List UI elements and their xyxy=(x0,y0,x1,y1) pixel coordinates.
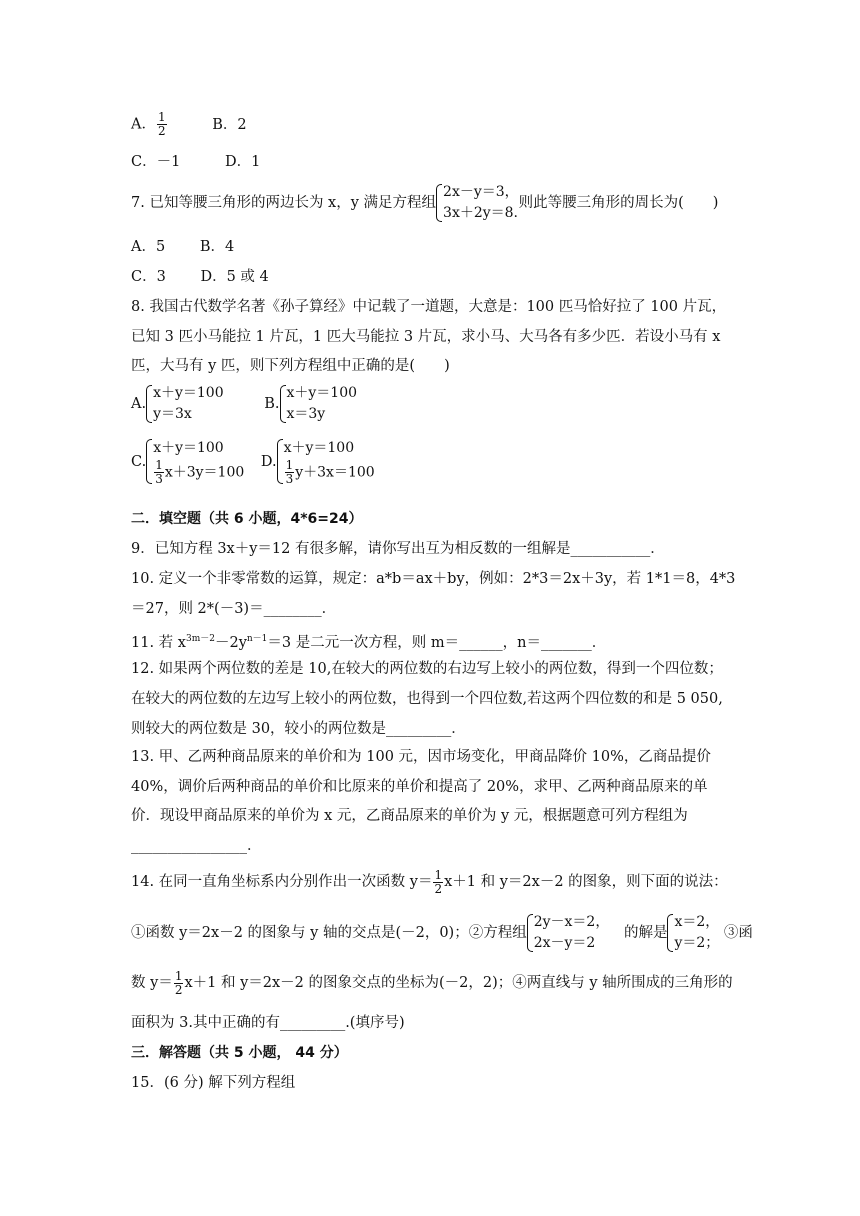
q11-exponent-2: n－1 xyxy=(246,634,268,644)
q7-stem-before: 7. 已知等腰三角形的两边长为 x，y 满足方程组 xyxy=(131,195,437,211)
q13-line-2: 40%，调价后两种商品的单价和比原来的单价和提高了 20%，求甲、乙两种商品原来的单 xyxy=(131,779,708,795)
q6-option-a-label: A． xyxy=(131,116,156,133)
q8-b-eq2: x＝3y xyxy=(286,406,326,422)
q7-equation-system xyxy=(436,182,519,224)
q8-option-d-system xyxy=(277,437,375,486)
q6-options-cd xyxy=(131,152,260,172)
q7-stem-after: 则此等腰三角形的周长为( ) xyxy=(518,195,719,211)
q8-c-fraction xyxy=(154,459,164,486)
q11-post: ＝3 是二元一次方程，则 m＝______，n＝_______． xyxy=(267,635,607,651)
q14-l3-pre: 数 y＝ xyxy=(131,975,173,991)
q8-option-a-system xyxy=(146,383,224,425)
q8-b-eq1: x＋y＝100 xyxy=(286,385,358,401)
q8-d-eq2-row xyxy=(284,459,375,486)
q10-line-1: 10. 定义一个非零常数的运算，规定：a*b＝ax＋by，例如：2*3＝2x＋3y，若 1*1＝8，4*3 xyxy=(131,571,736,587)
q8-options-ab xyxy=(131,383,357,425)
q6-option-c: C．－1 xyxy=(131,154,181,170)
q8-c-eq1: x＋y＝100 xyxy=(153,440,224,456)
q7-option-d: D．5 或 4 xyxy=(200,269,269,285)
q14-l1-fraction xyxy=(433,869,443,896)
q8-option-b-system xyxy=(280,383,358,425)
q14-l1-post: x＋1 和 y＝2x－2 的图象，则下面的说法： xyxy=(444,874,728,890)
fraction-numerator: 1 xyxy=(157,110,166,124)
fraction-numerator: 1 xyxy=(434,867,443,882)
q14-line-2 xyxy=(131,912,753,954)
q11-pre: 11. 若 x xyxy=(131,635,186,651)
q8-line-1: 8. 我国古代数学名著《孙子算经》中记载了一道题，大意是：100 匹马恰好拉了 100 片瓦， xyxy=(131,299,727,315)
q14-line-1 xyxy=(131,867,728,897)
q14-l2-post: ③函 xyxy=(723,925,753,941)
q14-l2-pre: ①函数 y＝2x－2 的图象与 y 轴的交点是(－2，0)；②方程组 xyxy=(131,925,527,941)
q14-line-4: 面积为 3.其中正确的有_________.(填序号) xyxy=(131,1015,405,1031)
q14-line-3 xyxy=(131,968,733,998)
q7-stem xyxy=(131,182,718,224)
q8-options-cd xyxy=(131,437,375,486)
q7-option-b: B．4 xyxy=(199,239,235,255)
section-2-heading: 二．填空题（共 6 小题，4*6=24） xyxy=(131,511,363,527)
fraction-denominator: 2 xyxy=(434,881,443,896)
q10-line-2: ＝27，则 2*(－3)＝________． xyxy=(131,601,337,617)
q7-options-cd xyxy=(131,267,269,287)
q14-l2-mid: 的解是 xyxy=(623,925,668,941)
q8-d-eq2: y＋3x＝100 xyxy=(295,464,375,481)
q7-eq1: 2x－y＝3， xyxy=(443,184,519,200)
q8-option-b-label: B. xyxy=(264,396,280,412)
q6-options-ab xyxy=(131,111,247,138)
fraction-denominator: 2 xyxy=(157,124,166,138)
q6-option-a-fraction xyxy=(157,111,167,138)
q6-option-b: B．2 xyxy=(212,116,247,133)
q8-option-a-label: A. xyxy=(131,396,147,412)
q8-option-c-system xyxy=(146,437,244,486)
q11-mid: －2y xyxy=(214,635,247,651)
q8-a-eq2: y＝3x xyxy=(153,406,192,422)
q15: 15．(6 分) 解下列方程组 xyxy=(131,1075,296,1091)
q12-line-2: 在较大的两位数的左边写上较小的两位数，也得到一个四位数,若这两个四位数的和是 5 050, xyxy=(131,691,723,707)
q14-eq2: 2x－y＝2 xyxy=(533,935,596,951)
section-3-heading: 三．解答题（共 5 小题， 44 分） xyxy=(131,1045,348,1061)
q8-d-eq1: x＋y＝100 xyxy=(283,440,355,456)
q12-line-1: 12. 如果两个两位数的差是 10,在较大的两位数的右边写上较小的两位数，得到一个四位数； xyxy=(131,661,723,677)
fraction-denominator: 3 xyxy=(155,472,163,486)
q11-exponent-1: 3m－2 xyxy=(185,634,215,644)
q8-c-eq2: x＋3y＝100 xyxy=(164,464,245,481)
q8-option-d-label: D. xyxy=(260,453,277,470)
q14-l1-pre: 14. 在同一直角坐标系内分别作出一次函数 y＝ xyxy=(131,874,433,890)
q13-line-1: 13. 甲、乙两种商品原来的单价和为 100 元，因市场变化，甲商品降价 10%，乙商品提价 xyxy=(131,749,711,765)
q8-line-2: 已知 3 匹小马能拉 1 片瓦，1 匹大马能拉 3 片瓦，求小马、大马各有多少匹．若设小马有 x xyxy=(131,329,721,345)
q14-l3-fraction xyxy=(174,970,184,997)
q8-c-eq2-row xyxy=(153,459,244,486)
q7-eq2: 3x＋2y＝8. xyxy=(443,205,519,221)
q14-solution-system xyxy=(667,912,719,954)
fraction-denominator: 3 xyxy=(285,472,294,486)
fraction-denominator: 2 xyxy=(174,982,183,997)
fraction-numerator: 1 xyxy=(174,968,183,983)
q14-equation-system xyxy=(527,912,610,954)
q14-l3-post: x＋1 和 y＝2x－2 的图象交点的坐标为(－2，2)；④两直线与 y 轴所围成的三角形的 xyxy=(184,975,733,991)
q12-line-3: 则较大的两位数是 30，较小的两位数是_________． xyxy=(131,721,466,737)
q14-sol1: x＝2， xyxy=(674,914,720,930)
q13-line-4: ________________． xyxy=(131,838,262,854)
fraction-numerator: 1 xyxy=(155,458,163,472)
q8-d-fraction xyxy=(285,459,295,486)
q7-option-a: A．5 xyxy=(131,239,166,255)
q7-option-c: C．3 xyxy=(131,269,166,285)
q14-sol2: y＝2； xyxy=(674,935,720,951)
q8-a-eq1: x＋y＝100 xyxy=(153,385,224,401)
fraction-numerator: 1 xyxy=(285,458,294,472)
q9: 9．已知方程 3x＋y＝12 有很多解，请你写出互为相反数的一组解是___________． xyxy=(131,541,665,557)
q13-line-3: 价．现设甲商品原来的单价为 x 元，乙商品原来的单价为 y 元，根据题意可列方程组为 xyxy=(131,808,688,824)
q8-option-c-label: C. xyxy=(131,453,147,470)
q14-eq1: 2y－x＝2， xyxy=(533,914,610,930)
q11 xyxy=(131,629,606,653)
q7-options-ab xyxy=(131,237,234,257)
q6-option-d: D．1 xyxy=(224,154,261,170)
q8-line-3: 匹，大马有 y 匹，则下列方程组中正确的是( ) xyxy=(131,358,450,374)
